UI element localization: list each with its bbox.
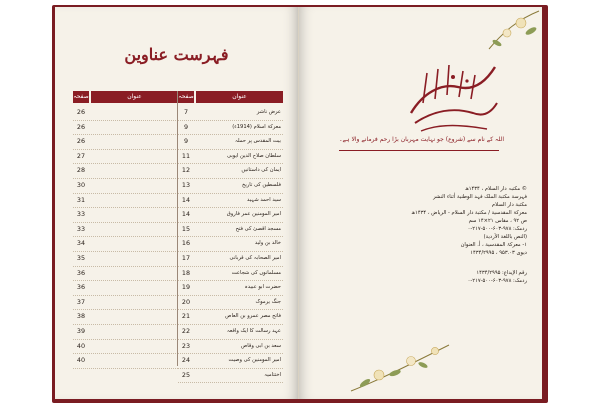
- toc-page-number: 21: [181, 312, 191, 321]
- toc-row: [73, 150, 178, 165]
- toc-entry-title: امیر المومنین کی وصیت: [228, 357, 281, 364]
- toc-page-number: 39: [76, 326, 86, 335]
- toc-row: [178, 164, 283, 179]
- toc-row: [73, 252, 178, 267]
- toc-page-number: 38: [76, 312, 86, 321]
- toc-page-number: 36: [76, 283, 86, 292]
- toc-page-number: 26: [76, 137, 86, 146]
- toc-row: [178, 106, 283, 121]
- publisher-line: ردمک: ۹۷۸-۶۰۳-۵۰۰-۲۱۷-۰: [467, 226, 527, 232]
- toc-entry-title: [89, 164, 178, 178]
- toc-entry-title: [89, 194, 178, 208]
- toc-entry-title: [89, 106, 178, 120]
- toc-entry-title: امیر الصحابہ کی قربانی: [229, 254, 281, 261]
- toc-entry-title: [89, 325, 178, 339]
- toc-page-number: 34: [76, 239, 86, 248]
- toc-row: [178, 135, 283, 150]
- left-page: [55, 7, 299, 399]
- toc-left-header-page: صفحہ: [73, 91, 89, 103]
- toc-page-number: 13: [181, 180, 191, 189]
- toc-page-number: 28: [76, 166, 86, 175]
- toc-row: [73, 223, 178, 238]
- toc-page-number: 37: [76, 297, 86, 306]
- toc-row: [73, 281, 178, 296]
- toc-entry-title: عہد رسالت کا ایک واقعہ: [226, 327, 281, 334]
- toc-page-number: 16: [181, 239, 191, 248]
- publisher-line: ص ۹۲ ، مقاس ۲۱×۱۴ سم: [468, 218, 527, 224]
- toc-row: [73, 164, 178, 179]
- toc-right-column: [178, 91, 283, 383]
- toc-entry-title: [89, 150, 178, 164]
- toc-page-number: 14: [181, 210, 191, 219]
- toc-row: [178, 267, 283, 282]
- separator-line: [339, 150, 499, 151]
- toc-entry-title: [89, 179, 178, 193]
- publisher-line: معرکۂ المقدسیة / مکتبة دار السلام - الریاض ، ۱۴۳۴ھ: [411, 210, 527, 216]
- toc-row: [73, 310, 178, 325]
- toc-entry-title: [89, 223, 178, 237]
- toc-row: [178, 252, 283, 267]
- bismillah-translation: اللہ کے نام سے (شروع) جو نہایت مہربان بڑا رحم فرمانے والا ہے۔: [338, 136, 505, 143]
- toc-row: [178, 150, 283, 165]
- toc-row: [73, 237, 178, 252]
- toc-page-number: 27: [76, 151, 86, 160]
- toc-entry-title: ایمان کی داستانیں: [241, 167, 281, 174]
- floral-ornament-bottom: [349, 325, 459, 395]
- toc-right-header-title: عنوان: [196, 91, 283, 103]
- toc-entry-title: عرض ناشر: [256, 109, 281, 115]
- floral-ornament-top: [449, 9, 541, 69]
- toc-entry-title: سید احمد شہید: [247, 196, 281, 203]
- toc-row: [73, 354, 178, 369]
- toc-page-number: 9: [183, 137, 189, 146]
- publisher-line: فہرسة مکتبة الملک فہد الوطنية أثناء النشر: [433, 194, 527, 200]
- toc-right-header: [178, 91, 283, 103]
- toc-page-number: 7: [183, 108, 189, 116]
- toc-entry-title: امیر المومنین عمر فاروق: [226, 211, 281, 218]
- deposit-line: ردمک: ۹۷۸-۶۰۳-۵۰۰-۲۱۷-۰: [467, 278, 527, 284]
- toc-page-number: 36: [76, 268, 86, 277]
- publisher-line: ۱- معرکۃ المقدسیة ، أ. العنوان: [460, 242, 527, 248]
- toc-left-header: [73, 91, 178, 103]
- toc-row: [73, 121, 178, 136]
- toc-page-number: 14: [181, 195, 191, 204]
- toc-left-column: [73, 91, 178, 369]
- toc-entry-title: [89, 296, 178, 310]
- toc-row: [178, 237, 283, 252]
- toc-row: [178, 296, 283, 311]
- toc-row: [178, 223, 283, 238]
- toc-entry-title: [89, 237, 178, 251]
- toc-entry-title: جنگ یرموک: [255, 298, 281, 305]
- toc-right-header-page: صفحہ: [178, 91, 194, 103]
- toc-row: [73, 267, 178, 282]
- toc-page-number: 23: [181, 341, 191, 350]
- toc-row: [73, 296, 178, 311]
- toc-row: [178, 325, 283, 340]
- toc-row: [73, 135, 178, 150]
- toc-row: [73, 194, 178, 209]
- publisher-line: مکتبة دار السلام: [491, 202, 527, 208]
- toc-row: [73, 208, 178, 223]
- toc-page-number: 33: [76, 210, 86, 219]
- toc-page-number: 12: [181, 166, 191, 175]
- publisher-line: © مکتبہ دار السلام ، ۱۴۳۴ھ: [465, 186, 527, 192]
- toc-page-number: 25: [181, 370, 191, 379]
- toc-page-number: 15: [181, 224, 191, 233]
- toc-entry-title: [89, 354, 178, 368]
- toc-left-header-title: عنوان: [91, 91, 178, 103]
- publisher-info: [397, 185, 527, 257]
- deposit-info: [397, 269, 527, 285]
- toc-row: [73, 179, 178, 194]
- toc-entry-title: معرکۂ اسلام (1914ء): [232, 123, 281, 130]
- toc-page-number: 18: [181, 268, 191, 277]
- toc-page-number: 33: [76, 224, 86, 233]
- toc-entry-title: اختتامیہ: [264, 371, 281, 378]
- toc-page-number: 31: [76, 195, 86, 204]
- toc-entry-title: خالد بن ولید: [254, 240, 281, 247]
- toc-entry-title: بیت المقدس پر حملہ: [234, 138, 281, 145]
- publisher-line: دیوی ۹۵۳.۰۳ ، ۱۴۳۴/۲۹۹۵: [470, 250, 527, 256]
- toc-page-number: 11: [181, 151, 191, 160]
- toc-page-number: 40: [76, 356, 86, 365]
- toc-row: [73, 325, 178, 340]
- toc-row: [178, 194, 283, 209]
- toc-row: [178, 281, 283, 296]
- toc-page-number: 19: [181, 283, 191, 292]
- toc-row: [178, 179, 283, 194]
- toc-entry-title: [89, 252, 178, 266]
- toc-entry-title: مسجد اقصیٰ کی فتح: [235, 225, 281, 232]
- right-page: [299, 7, 542, 399]
- toc-entry-title: [89, 281, 178, 295]
- toc-row: [73, 106, 178, 121]
- open-book: [52, 5, 548, 403]
- toc-page-number: 26: [76, 122, 86, 131]
- toc-row: [178, 340, 283, 355]
- toc-entry-title: [89, 340, 178, 354]
- toc-entry-title: سلطان صلاح الدین ایوبی: [227, 152, 281, 159]
- toc-row: [178, 354, 283, 369]
- toc-page-number: 9: [183, 122, 189, 131]
- toc-entry-title: فاتح مصر عمرو بن العاص: [225, 313, 281, 320]
- toc-entry-title: سعد بن ابی وقاص: [241, 342, 281, 349]
- toc-entry-title: [89, 208, 178, 222]
- toc-page-number: 24: [181, 356, 191, 365]
- toc-row: [178, 369, 283, 384]
- toc-page-number: 35: [76, 253, 86, 262]
- toc-row: [178, 208, 283, 223]
- toc-entry-title: [89, 135, 178, 149]
- toc-page-number: 22: [181, 326, 191, 335]
- toc-page-number: 40: [76, 341, 86, 350]
- publisher-line: (النص باللغة الأردية): [483, 234, 527, 240]
- toc-page-number: 26: [76, 108, 86, 116]
- toc-page-number: 30: [76, 180, 86, 189]
- toc-entry-title: [89, 267, 178, 281]
- toc-entry-title: حضرت ابو عبیدہ: [244, 284, 281, 291]
- deposit-line: رقم الإيداع: ۱۴۳۴/۲۹۹۵: [476, 270, 527, 276]
- toc-title: فہرست عناوین: [124, 45, 229, 64]
- toc-entry-title: فلسطین کی تاریخ: [241, 181, 281, 188]
- toc-page-number: 20: [181, 297, 191, 306]
- toc-page-number: 17: [181, 253, 191, 262]
- toc-row: [73, 340, 178, 355]
- toc-row: [178, 310, 283, 325]
- toc-row: [178, 121, 283, 136]
- toc-entry-title: [89, 310, 178, 324]
- toc-entry-title: [89, 121, 178, 135]
- toc-entry-title: مسلمانوں کی شجاعت: [231, 269, 281, 276]
